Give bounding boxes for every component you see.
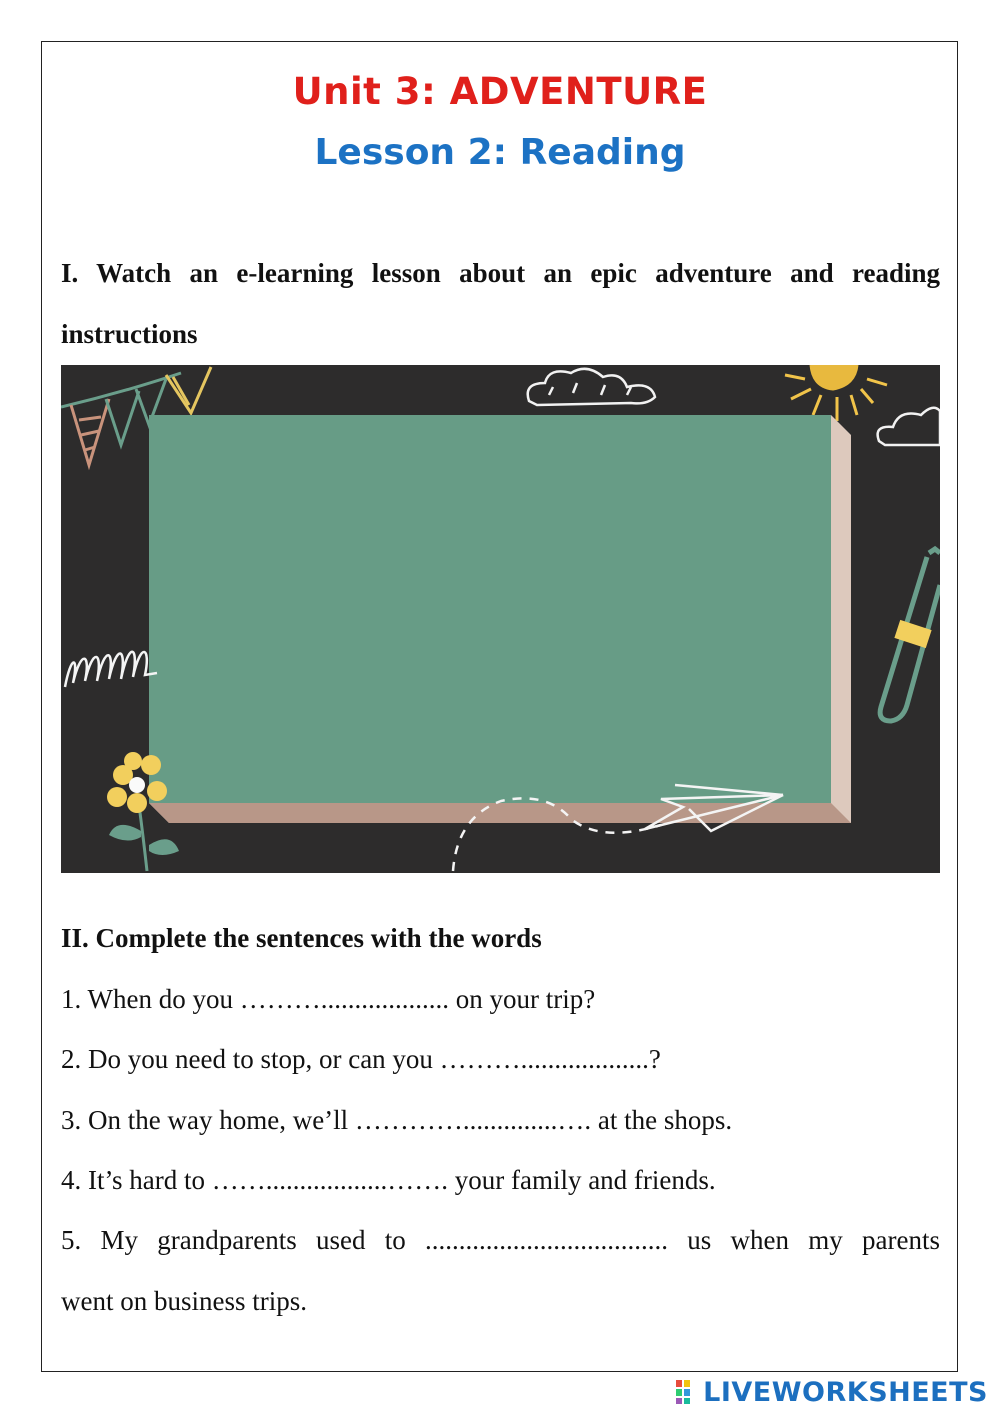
- section-1-heading-line2: instructions: [61, 319, 198, 349]
- section-1-heading-line1: I. Watch an e-learning lesson about an epic adventure and reading: [61, 258, 940, 288]
- lesson-title: Lesson 2: Reading: [314, 132, 686, 173]
- sentence-4[interactable]: 4. It’s hard to ……..................……. your family and friends.: [61, 1165, 716, 1195]
- video-player[interactable]: [61, 365, 940, 873]
- sentence-3[interactable]: 3. On the way home, we’ll …………..............…. at the shops.: [61, 1105, 733, 1135]
- sentence-2[interactable]: 2. Do you need to stop, or can you ………...................?: [61, 1044, 661, 1074]
- liveworksheets-brand[interactable]: [675, 1374, 988, 1410]
- sentence-1[interactable]: 1. When do you ………................... on your trip?: [61, 984, 596, 1014]
- sentence-5-line2: went on business trips.: [61, 1286, 307, 1316]
- unit-title: Unit 3: ADVENTURE: [292, 70, 708, 113]
- sentence-5[interactable]: [61, 1210, 940, 1332]
- liveworksheets-logo-icon: [675, 1379, 699, 1405]
- section-2-heading: II. Complete the sentences with the words: [61, 923, 542, 953]
- sentence-5-line1: 5. My grandparents used to .................................... us when my parents: [61, 1225, 940, 1255]
- board-surface: [149, 415, 831, 803]
- brand-name: LIVEWORKSHEETS: [703, 1376, 988, 1408]
- section-1-heading: [61, 243, 940, 365]
